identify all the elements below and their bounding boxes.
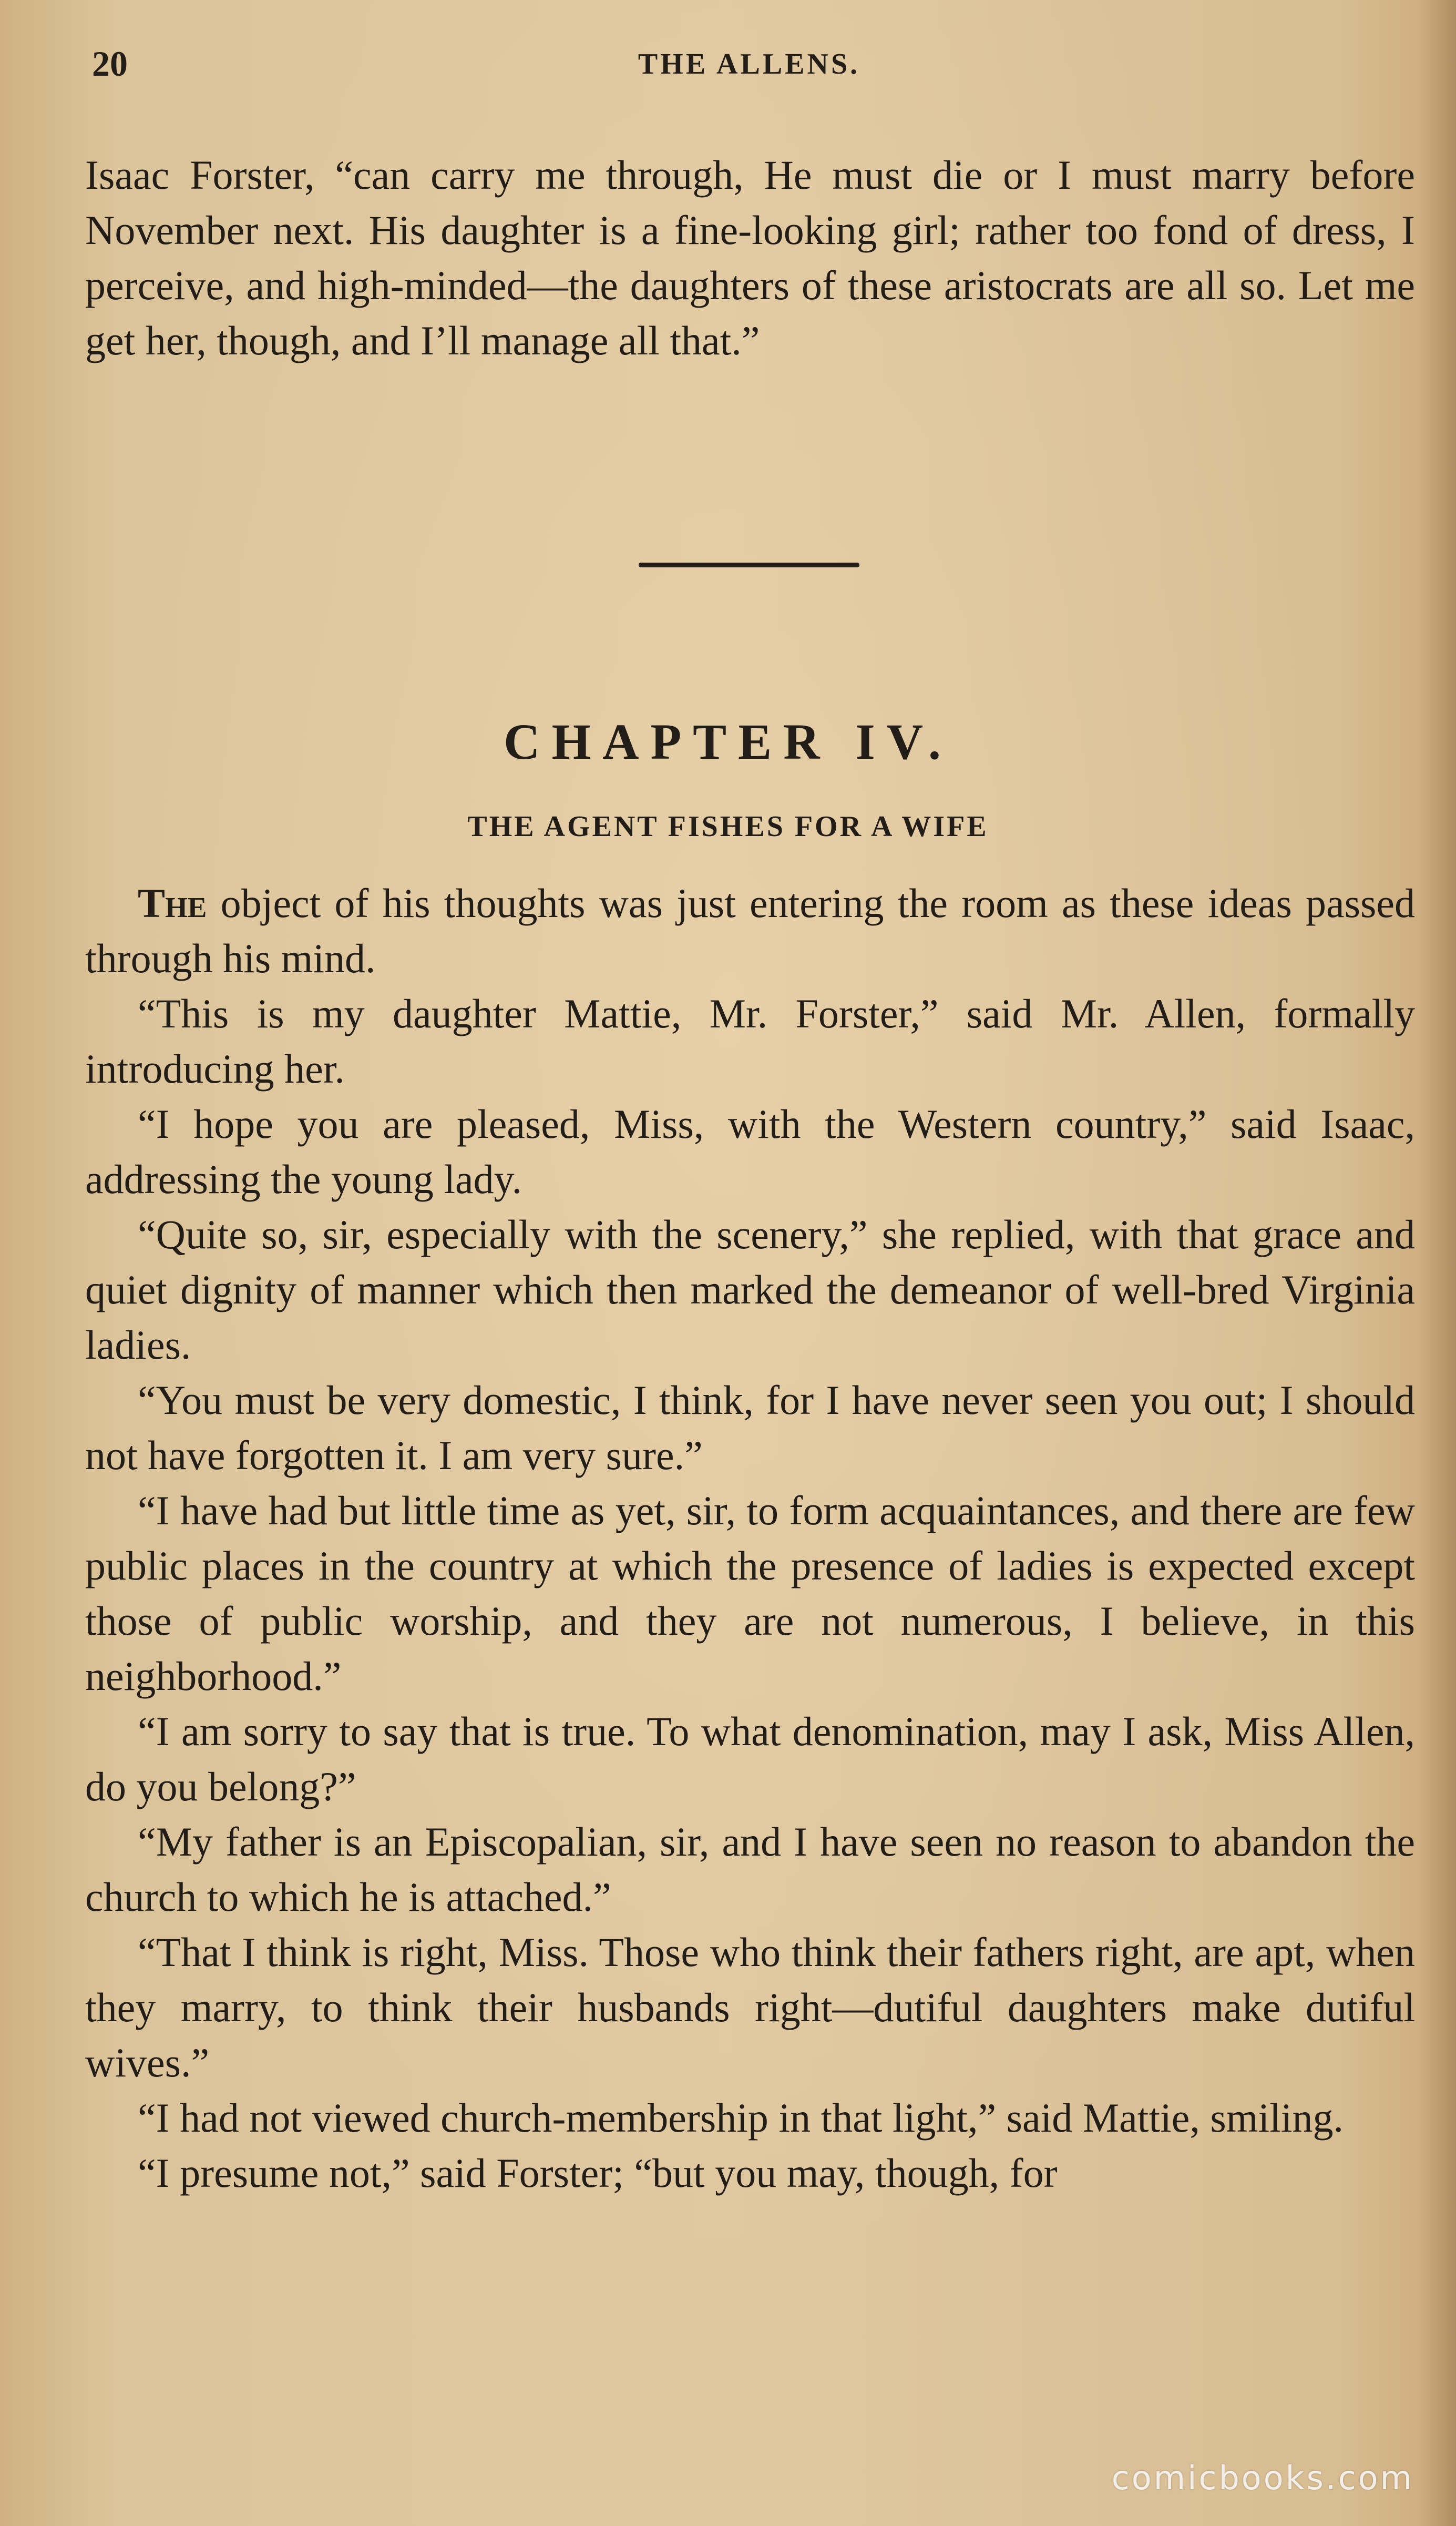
page-number: 20: [92, 44, 128, 84]
page-edge-shadow: [1419, 0, 1456, 2526]
paragraph: “You must be very domestic, I think, for I have never seen you out; I should not have forgotten it. I am very sure.”: [85, 1377, 1415, 1478]
paragraph: “I am sorry to say that is true. To what denomination, may I ask, Miss Allen, do you belong?”: [85, 1708, 1415, 1809]
paragraph: “I presume not,” said Forster; “but you may, though, for: [138, 2150, 1058, 2196]
opening-word: The: [138, 880, 207, 926]
chapter-body: [85, 875, 1415, 2201]
running-head: THE ALLENS.: [638, 48, 860, 80]
paragraph: “This is my daughter Mattie, Mr. Forster,” said Mr. Allen, formally introducing her.: [85, 991, 1415, 1092]
section-divider: [639, 563, 859, 567]
paragraph: “My father is an Episcopalian, sir, and I have seen no reason to abandon the church to which he is attached.”: [85, 1819, 1415, 1920]
watermark: comicbooks.com: [1111, 2459, 1414, 2497]
chapter-subtitle: THE AGENT FISHES FOR A WIFE: [467, 810, 989, 843]
paragraph: “That I think is right, Miss. Those who think their fathers right, are apt, when they marry, to think their husbands right—dutiful daughters make dutiful wives.”: [85, 1929, 1415, 2085]
paragraph: Isaac Forster, “can carry me through, He must die or I must marry before November next. His daughter is a fine-looking girl; rather too fond of dress, I perceive, and high-minded—the daughters of these aristocrats are all so. Let me get her, though, and I’ll manage all that.”: [85, 152, 1415, 363]
continued-text: [85, 147, 1415, 368]
opening-text: object of his thoughts was just entering the room as these ideas passed through his mind.: [85, 880, 1415, 981]
page-header: [92, 43, 1406, 101]
paragraph: “Quite so, sir, especially with the scenery,” she replied, with that grace and quiet dignity of manner which then marked the demeanor of well-bred Virginia ladies.: [85, 1211, 1415, 1368]
paragraph: “I have had but little time as yet, sir, to form acquaintances, and there are few public places in the country at which the presence of ladies is expected except those of public worship, and they are not numerous, I believe, in this neighborhood.”: [85, 1488, 1415, 1699]
paragraph: [85, 875, 1415, 986]
paragraph: “I had not viewed church-membership in that light,” said Mattie, smiling.: [138, 2095, 1344, 2141]
paragraph: “I hope you are pleased, Miss, with the Western country,” said Isaac, addressing the young lady.: [85, 1101, 1415, 1202]
chapter-title: CHAPTER IV.: [504, 714, 952, 770]
